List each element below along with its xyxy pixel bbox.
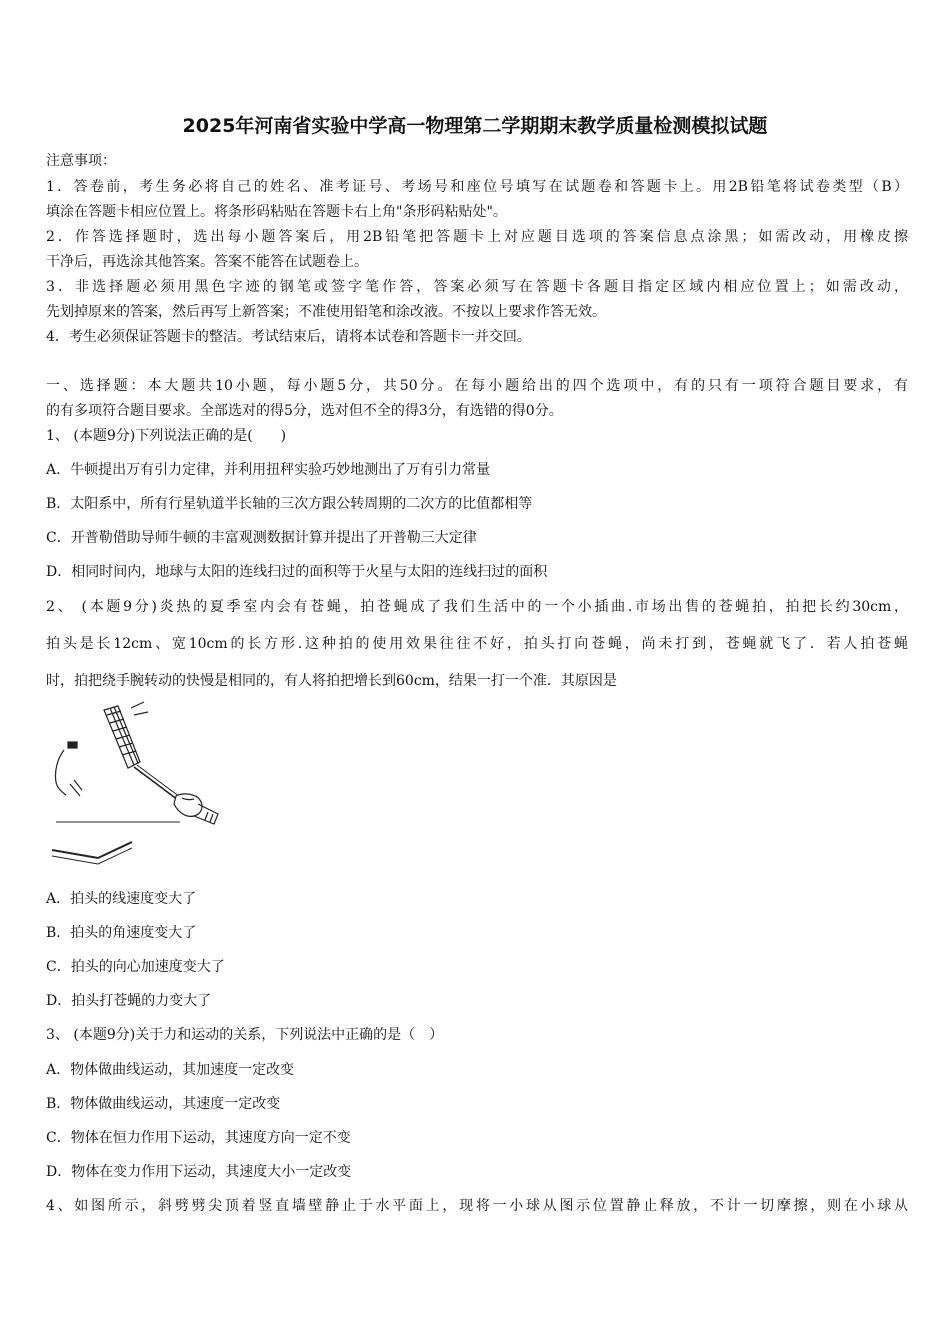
notice-line: 先划掉原来的答案，然后再写上新答案；不准使用铅笔和涂改液。不按以上要求作答无效。 (46, 304, 606, 320)
question-3-option-a: A．物体做曲线运动，其加速度一定改变 (46, 1062, 295, 1078)
page-title: 2025年河南省实验中学高一物理第二学期期末教学质量检测模拟试题 (182, 115, 768, 137)
question-3-option-b: B．物体做曲线运动，其速度一定改变 (46, 1096, 281, 1112)
notice-line: 3．非选择题必须用黑色字迹的钢笔或签字笔作答，答案必须写在答题卡各题目指定区域内相应位置上；如需改动， (46, 279, 908, 295)
question-3-option-c: C．物体在恒力作用下运动，其速度方向一定不变 (46, 1130, 351, 1146)
notice-line: 1．答卷前，考生务必将自己的姓名、准考证号、考场号和座位号填写在试题卷和答题卡上。用2B铅笔将试卷类型（B） (46, 179, 908, 195)
question-1-option-c: C．开普勒借助导师牛顿的丰富观测数据计算并提出了开普勒三大定律 (46, 530, 477, 546)
notice-line: 干净后，再选涂其他答案。答案不能答在试题卷上。 (46, 254, 368, 270)
question-4-stem: 4、如图所示，斜劈劈尖顶着竖直墙壁静止于水平面上，现将一小球从图示位置静止释放，不计一切摩擦，则在小球从 (46, 1198, 908, 1214)
flyswatter-figure-icon (48, 700, 228, 870)
notice-line: 4．考生必须保证答题卡的整洁。考试结束后，请将本试卷和答题卡一并交回。 (46, 329, 531, 345)
section-instructions: 一、选择题：本大题共10小题，每小题5分，共50分。在每小题给出的四个选项中，有的只有一项符合题目要求，有 (46, 378, 908, 394)
question-2-option-d: D．拍头打苍蝇的力变大了 (46, 993, 212, 1009)
question-2-stem: 2、 (本题9分)炎热的夏季室内会有苍蝇，拍苍蝇成了我们生活中的一个小插曲.市场出售的苍蝇拍，拍把长约30cm， (46, 599, 908, 615)
question-3-stem: 3、 (本题9分)关于力和运动的关系，下列说法中正确的是（ ） (46, 1027, 444, 1043)
question-2-option-a: A．拍头的线速度变大了 (46, 891, 197, 907)
question-1-option-d: D．相同时间内，地球与太阳的连线扫过的面积等于火星与太阳的连线扫过的面积 (46, 564, 548, 580)
question-1-option-b: B．太阳系中，所有行星轨道半长轴的三次方跟公转周期的二次方的比值都相等 (46, 496, 533, 512)
notice-line: 填涂在答题卡相应位置上。将条形码粘贴在答题卡右上角"条形码粘贴处"。 (46, 204, 507, 220)
question-2-stem: 拍头是长12cm、宽10cm的长方形.这种拍的使用效果往往不好，拍头打向苍蝇，尚未打到，苍蝇就飞了．若人拍苍蝇 (46, 636, 908, 652)
section-instructions: 的有多项符合题目要求。全部选对的得5分，选对但不全的得3分，有选错的得0分。 (46, 403, 563, 419)
question-1-option-a: A．牛顿提出万有引力定律，并利用扭秤实验巧妙地测出了万有引力常量 (46, 462, 491, 478)
notice-heading: 注意事项： (46, 153, 116, 169)
question-1-stem: 1、 (本题9分)下列说法正确的是( ) (46, 428, 287, 444)
question-2-stem: 时，拍把绕手腕转动的快慢是相同的，有人将拍把增长到60cm，结果一打一个准．其原因是 (46, 673, 617, 689)
question-2-option-c: C．拍头的向心加速度变大了 (46, 959, 225, 975)
notice-line: 2．作答选择题时，选出每小题答案后，用2B铅笔把答题卡上对应题目选项的答案信息点涂黑；如需改动，用橡皮擦 (46, 229, 908, 245)
question-2-option-b: B．拍头的角速度变大了 (46, 925, 197, 941)
question-3-option-d: D．物体在变力作用下运动，其速度大小一定改变 (46, 1164, 352, 1180)
